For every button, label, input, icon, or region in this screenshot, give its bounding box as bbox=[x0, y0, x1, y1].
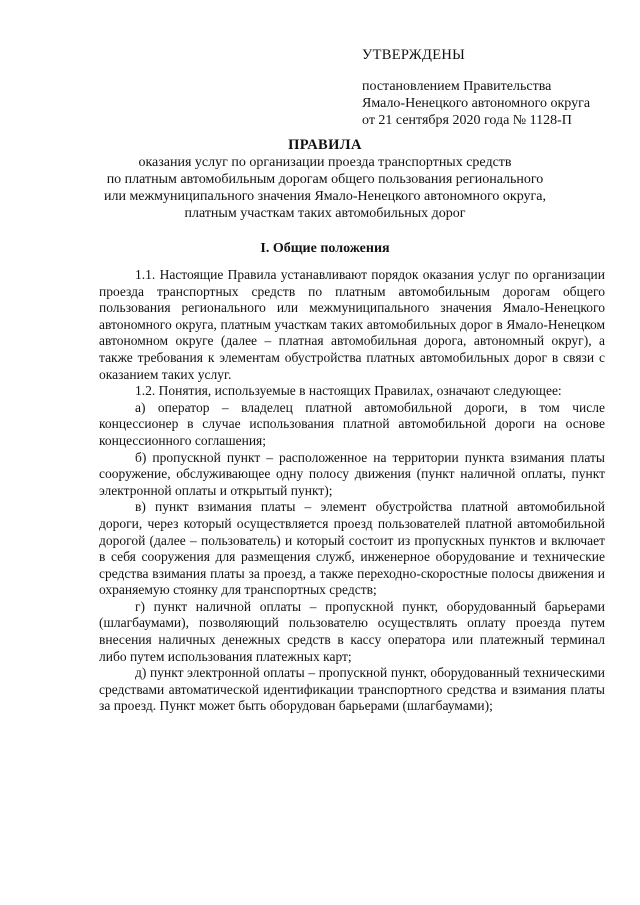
paragraph-1-2: 1.2. Понятия, используемые в настоящих Правилах, означают следующее: bbox=[135, 383, 562, 399]
section-heading: I. Общие положения bbox=[260, 241, 390, 256]
document-subtitle-line: по платным автомобильным дорогам общего пользования регионального bbox=[106, 172, 544, 187]
document-body bbox=[99, 267, 605, 715]
document-subtitle-line: или межмуниципального значения Ямало-Ненецкого автономного округа, bbox=[103, 189, 547, 204]
document-title: ПРАВИЛА bbox=[288, 137, 362, 153]
approval-stamp: УТВЕРЖДЕНЫ bbox=[362, 47, 466, 63]
definition-electronic-point: д) пункт электронной оплаты – пропускной пункт, оборудованный техническими средствами автоматической идентификации транспортного средства и взимания платы за проезд. Пункт может быть оборудован барьерами (шлагбаумами); bbox=[99, 665, 605, 714]
document-title-block bbox=[80, 137, 570, 222]
approval-line: Ямало-Ненецкого автономного округа bbox=[362, 96, 591, 111]
document-subtitle-line: оказания услуг по организации проезда транспортных средств bbox=[138, 155, 512, 170]
definition-toll-point: в) пункт взимания платы – элемент обустройства платной автомобильной дороги, через который осуществляется проезд пользователей платной автомобильной дорогой (далее – пользователь) и который состоит из пропускных пунктов и включает в себя сооружения для размещения служб, инженерное оборудование и технические средства взимания платы за проезд, а также переходно-скоростные полосы движения и охраняемую стоянку для транспортных средств; bbox=[99, 499, 605, 598]
document-subtitle-line: платным участкам таких автомобильных дорог bbox=[184, 206, 466, 221]
definition-checkpoint: б) пропускной пункт – расположенное на территории пункта взимания платы сооружение, обслуживающее одну полосу движения (пункт наличной оплаты, пункт электронной оплаты и открытый пункт); bbox=[99, 449, 605, 498]
paragraph-1-1: 1.1. Настоящие Правила устанавливают порядок оказания услуг по организации проезда транспортных средств по платным автомобильным дорогам общего пользования регионального или межмуниципального значения Ямало-Ненецкого автономного округа, платным участкам таких автомобильных дорог в Ямало-Ненецком автономном округе (далее – платная автомобильная дорога, автономный округ), а также требования к элементам обустройства платных автомобильных дорог в связи с оказанием таких услуг. bbox=[99, 267, 605, 382]
approval-block bbox=[362, 47, 622, 129]
definition-cash-point: г) пункт наличной оплаты – пропускной пункт, оборудованный барьерами (шлагбаумами), позволяющий пользователю осуществлять оплату проезда путем внесения наличных денежных средств в кассу оператора или платежный терминал либо путем использования платежных карт; bbox=[99, 598, 605, 664]
approval-line: от 21 сентября 2020 года № 1128-П bbox=[362, 113, 572, 128]
definition-operator: а) оператор – владелец платной автомобильной дороги, в том числе концессионер в случае использования платной автомобильной дороги на основе концессионного соглашения; bbox=[99, 399, 605, 448]
approval-line: постановлением Правительства bbox=[362, 79, 552, 94]
